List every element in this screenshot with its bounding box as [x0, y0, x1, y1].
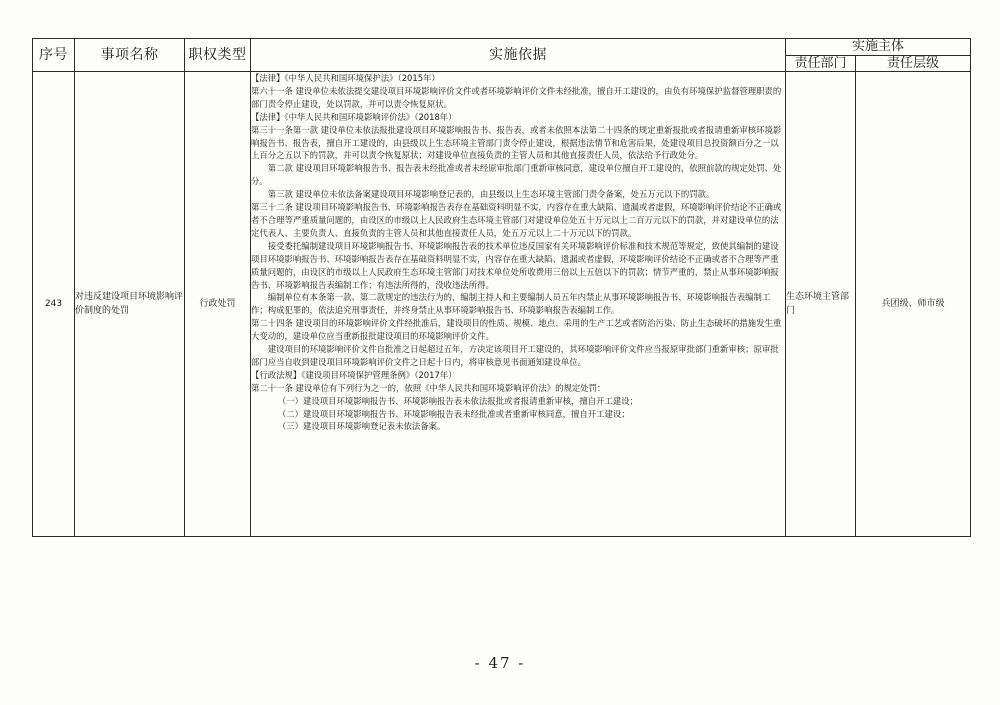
basis-paragraph: 第三十一条第一款 建设单位未依法报批建设项目环境影响报告书、报告表，或者未依照本法第二十四条的规定重新报批或者报请重新审核环境影响报告书、报告表，擅自开工建设的，由县级以上生态环境主管部门责令停止建设，根据违法情节和危害后果，处建设项目总投资额百分之一以上百分之五以下的罚款，并可以责令恢复原状；对建设单位直接负责的主管人员和其他直接责任人员，依法给予行政处分。	[251, 124, 782, 161]
header-subject: 实施主体	[786, 39, 971, 56]
basis-sub-item: （一）建设项目环境影响报告书、环境影响报告表未依法报批或者报请重新审核，擅自开工建设；	[277, 395, 638, 406]
header-authority-type: 职权类型	[185, 39, 251, 72]
header-seq: 序号	[33, 39, 75, 72]
basis-paragraph: 第六十一条 建设单位未依法提交建设项目环境影响评价文件或者环境影响评价文件未经批准，擅自开工建设的，由负有环境保护监督管理职责的部门责令停止建设，处以罚款，并可以责令恢复原状。	[251, 85, 782, 109]
header-dept: 责任部门	[786, 55, 856, 72]
table-header-row	[33, 39, 971, 56]
header-basis: 实施依据	[251, 39, 786, 72]
cell-responsible-level: 兵团级、师市级	[856, 72, 971, 537]
authority-list-table	[32, 38, 971, 537]
basis-paragraph: 编制单位有本条第一款、第二款规定的违法行为的，编制主持人和主要编制人员五年内禁止从事环境影响报告书、环境影响报告表编制工作；构成犯罪的，依法追究刑事责任，并终身禁止从事环境影响报告书、环境影响报告表编制工作。	[251, 292, 771, 316]
table-row	[33, 72, 971, 537]
basis-paragraph: 第三十二条 建设项目环境影响报告书、环境影响报告表存在基础资料明显不实，内容存在重大缺陷、遗漏或者虚假，环境影响评价结论不正确或者不合理等严重质量问题的，由设区的市级以上人民政府生态环境主管部门对建设单位处五十万元以上二百万元以下的罚款，并对建设单位的法定代表人、主要负责人、直接负责的主管人员和其他直接责任人员，处五万元以上二十万元以下的罚款。	[251, 202, 782, 238]
header-level: 责任层级	[856, 55, 971, 72]
basis-law-title: 【法律】《中华人民共和国环境影响评价法》（2018年）	[251, 111, 457, 122]
basis-law-title: 【法律】《中华人民共和国环境保护法》（2015年）	[251, 73, 440, 83]
basis-paragraph: 第二款 建设项目环境影响报告书、报告表未经批准或者未经原审批部门重新审核同意，建设单位擅自开工建设的，依照前款的规定处罚、处分。	[251, 163, 782, 187]
basis-paragraph: 接受委托编制建设项目环境影响报告书、环境影响报告表的技术单位违反国家有关环境影响评价标准和技术规范等规定，致使其编制的建设项目环境影响报告书、环境影响报告表存在基础资料明显不实，内容存在重大缺陷、遗漏或者虚假，环境影响评价结论不正确或者不合理等严重质量问题的，由设区的市级以上人民政府生态环境主管部门对技术单位处所收费用三倍以上五倍以下的罚款；情节严重的，禁止从事环境影响报告书、环境影响报告表编制工作；有违法所得的，没收违法所得。	[251, 240, 779, 290]
basis-law-title: 【行政法规】《建设项目环境保护管理条例》（2017年）	[251, 369, 457, 380]
basis-paragraph: 第三款 建设单位未依法备案建设项目环境影响登记表的，由县级以上生态环境主管部门责令备案，处五万元以下的罚款。	[267, 189, 715, 200]
cell-basis	[251, 72, 786, 537]
page-number: - 47 -	[474, 654, 526, 672]
header-item-name: 事项名称	[75, 39, 185, 72]
cell-authority-type: 行政处罚	[185, 72, 251, 537]
cell-responsible-dept: 生态环境主管部门	[786, 72, 856, 537]
cell-item-name: 对违反建设项目环境影响评价制度的处罚	[75, 72, 185, 537]
cell-seq: 243	[33, 72, 75, 537]
basis-paragraph: 第二十四条 建设项目的环境影响评价文件经批准后，建设项目的性质、规模、地点、采用的生产工艺或者防治污染、防止生态破坏的措施发生重大变动的，建设单位应当重新报批建设项目的环境影响评价文件。	[251, 318, 782, 342]
basis-sub-item: （二）建设项目环境影响报告书、环境影响报告表未经批准或者重新审核同意，擅自开工建设；	[277, 408, 630, 419]
basis-sub-item: （三）建设项目环境影响登记表未依法备案。	[277, 421, 446, 432]
basis-paragraph: 建设项目的环境影响评价文件自批准之日起超过五年，方决定该项目开工建设的，其环境影响评价文件应当报原审批部门重新审核；原审批部门应当自收到建设项目环境影响评价文件之日起十日内，将审核意见书面通知建设单位。	[251, 344, 779, 367]
basis-paragraph: 第二十一条 建设单位有下列行为之一的，依照《中华人民共和国环境影响评价法》的规定处罚：	[251, 382, 606, 393]
